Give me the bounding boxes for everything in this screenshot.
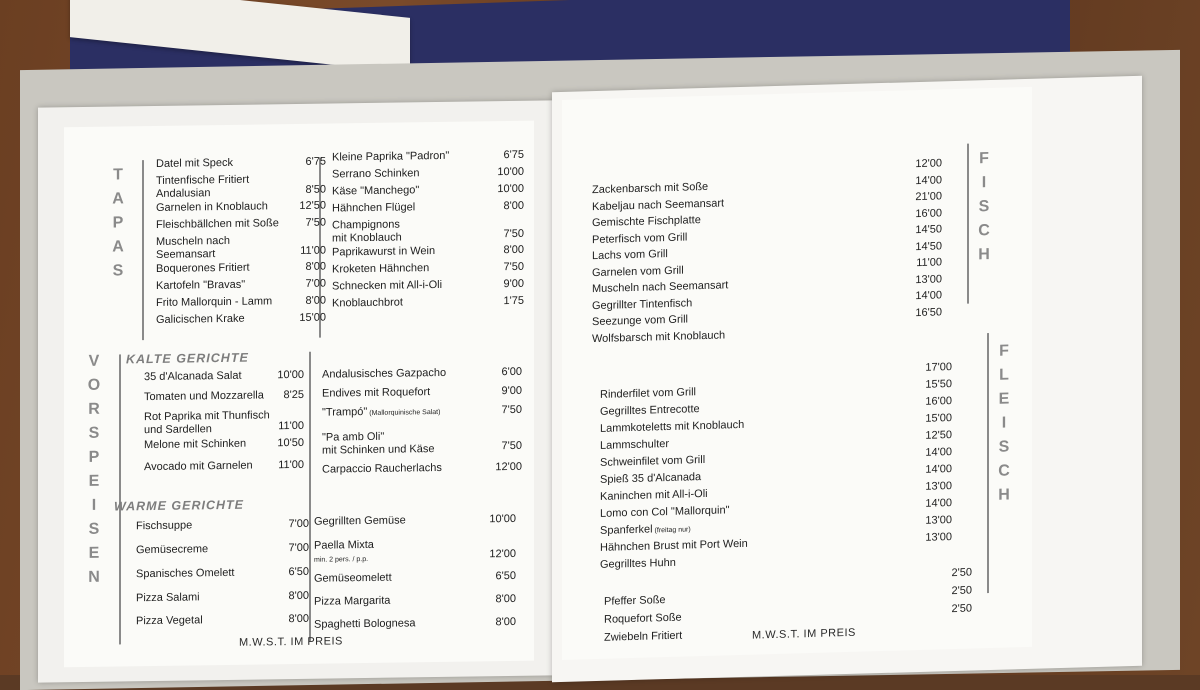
fisch-heading-letter: H (978, 246, 990, 264)
dish-name (600, 386, 696, 402)
dish-name: Fischsuppe (136, 519, 193, 533)
dish-price: 13'00 (925, 480, 952, 493)
menu-item-name (314, 572, 392, 586)
menu-item-name (136, 614, 203, 628)
fleisch-heading-letter: L (999, 366, 1009, 384)
dish-price: 15'00 (299, 311, 326, 324)
dish-price: 13'00 (915, 272, 942, 286)
fleisch-heading-letter: H (998, 486, 1010, 504)
dish-price: 12'00 (489, 547, 516, 561)
vorspeisen-heading-letter: P (88, 448, 100, 466)
dish-name: Paella Mixta (314, 538, 374, 552)
vorspeisen-divider-mid (309, 352, 311, 642)
dish-name: Knoblauchbrot (332, 296, 403, 310)
dish-name: "Pa amb Oli" (322, 430, 385, 444)
menu-item-name (332, 201, 415, 215)
dish-price: 8'00 (288, 589, 309, 603)
menu-item-name (322, 405, 440, 421)
dish-name (600, 471, 701, 487)
dish-name: Gemischte Fischplatte (592, 214, 701, 230)
dish-name: Muscheln nach Seemansart (592, 279, 729, 296)
menu-item-name (144, 460, 253, 475)
dish-price: 9'00 (501, 384, 522, 398)
menu-item-name (332, 279, 442, 294)
dish-name: Pizza Salami (136, 591, 200, 605)
dish-price: 14'00 (915, 289, 942, 303)
dish-name (600, 504, 729, 521)
dish-price: 12'00 (495, 460, 522, 474)
menu-item-name (144, 389, 264, 404)
dish-name: Muscheln nach (156, 234, 230, 248)
menu-item-name (322, 367, 446, 382)
dish-name: Boquerones Fritiert (156, 261, 250, 275)
dish-name: Kroketen Hähnchen (332, 262, 430, 276)
menu-item-name (332, 150, 449, 165)
dish-price: 12'50 (925, 429, 952, 442)
menu-item-name (156, 295, 272, 310)
dish-name-text: Lammkoteletts mit Knoblauch (600, 418, 745, 435)
dish-price: 7'50 (501, 439, 522, 453)
fisch-heading-letter: F (979, 150, 989, 168)
dish-price: 11'00 (916, 256, 942, 270)
dish-name: Spanisches Omelett (136, 566, 235, 581)
dish-name (600, 403, 700, 419)
dish-price: 8'25 (283, 388, 304, 402)
dish-price: 8'00 (305, 294, 326, 307)
dish-price: 10'00 (277, 368, 304, 382)
dish-name-text: Rinderfilet vom Grill (600, 386, 696, 401)
dish-name: Fleischbällchen mit Soße (156, 217, 279, 231)
menu-item-name (156, 157, 233, 171)
menu-item-name (156, 174, 249, 201)
dish-name (600, 488, 708, 504)
dish-name-text: Lammschulter (600, 437, 670, 452)
dish-price: 12'50 (299, 199, 326, 212)
dish-name: Frito Mallorquin - Lamm (156, 295, 273, 309)
dish-price: 15'00 (925, 412, 952, 425)
dish-price: 15'50 (925, 378, 952, 391)
dish-name: Pizza Margarita (314, 594, 391, 608)
sauce-price: 2'50 (951, 566, 972, 580)
dish-price: 7'00 (288, 517, 309, 531)
tapas-divider-left (142, 160, 144, 340)
menu-item-name (322, 386, 430, 401)
dish-name: Käse "Manchego" (332, 184, 420, 198)
vorspeisen-heading-letter: S (88, 424, 100, 442)
sauce-name: Roquefort Soße (604, 611, 682, 626)
dish-price: 7'50 (503, 260, 524, 274)
kalte-gerichte-heading: KALTE GERICHTE (126, 350, 249, 367)
dish-price: 13'00 (925, 514, 952, 527)
menu-item-name (136, 567, 234, 581)
dish-name: Gegrillten Gemüse (314, 514, 406, 528)
vorspeisen-heading-letter: N (88, 568, 100, 586)
dish-price: 10'50 (277, 436, 304, 450)
dish-name: Zackenbarsch mit Soße (592, 180, 709, 197)
dish-name-text: Spanferkel (600, 523, 653, 537)
dish-name-text: Hähnchen Brust mit Port Wein (600, 537, 748, 554)
dish-price: 6'50 (495, 569, 516, 583)
dish-name: Wolfsbarsch mit Knoblauch (592, 328, 726, 345)
fleisch-divider (987, 333, 989, 593)
dish-price: 14'00 (925, 497, 952, 510)
dish-name: Datel mit Speck (156, 156, 234, 170)
menu-item-name (156, 313, 245, 327)
dish-price: 16'00 (925, 395, 952, 408)
sauce-name: Pfeffer Soße (604, 594, 666, 608)
dish-name-line2: und Sardellen (144, 423, 212, 437)
sauce-price: 2'50 (951, 602, 972, 616)
dish-name: Gegrillter Tintenfisch (592, 296, 693, 312)
fleisch-heading-letter: F (999, 342, 1009, 360)
dish-price: 14'50 (915, 223, 942, 237)
menu-item-name (322, 430, 435, 458)
fleisch-heading-letter: C (998, 462, 1010, 480)
dish-name-text: Gegrilltes Entrecotte (600, 403, 700, 418)
menu-item-name (156, 235, 230, 262)
dish-name (600, 419, 744, 436)
tapas-heading-letter: A (112, 190, 124, 208)
dish-price: 11'00 (300, 244, 326, 257)
menu-item-name (332, 219, 402, 246)
left-footer-vat-note: M.W.S.T. IM PREIS (239, 635, 343, 649)
dish-price: 6'50 (288, 565, 309, 579)
menu-item-name (332, 262, 429, 276)
dish-name (600, 438, 669, 453)
dish-name: Avocado mit Garnelen (144, 459, 253, 474)
dish-price: 1'75 (503, 294, 524, 308)
dish-price: 8'00 (503, 199, 524, 213)
dish-price: 7'50 (501, 403, 522, 417)
dish-name: Rot Paprika mit Thunfisch (144, 409, 270, 424)
dish-price: 16'50 (915, 305, 942, 319)
menu-item-name (156, 279, 245, 293)
dish-name: Paprikawurst in Wein (332, 245, 436, 259)
dish-name-line2: mit Schinken und Käse (322, 443, 435, 457)
dish-price: 21'00 (915, 190, 942, 204)
fleisch-heading-letter: I (1001, 414, 1007, 432)
dish-name: Hähnchen Flügel (332, 201, 416, 215)
fisch-heading-letter: S (978, 198, 990, 216)
menu-item-name (332, 296, 403, 310)
vorspeisen-heading-letter: E (88, 544, 100, 562)
dish-name (600, 454, 705, 470)
dish-price: 14'00 (915, 173, 942, 187)
dish-price: 13'00 (925, 531, 952, 544)
dish-note: (Mallorquinische Salat) (367, 408, 441, 417)
dish-name: Champignons (332, 218, 400, 232)
menu-item-name (136, 543, 208, 557)
dish-name: "Trampó" (322, 405, 368, 419)
dish-price: 8'00 (305, 260, 326, 273)
dish-name: Spaghetti Bolognesa (314, 617, 416, 631)
menu-item-name (136, 591, 200, 605)
sauce-name: Zwiebeln Fritiert (604, 629, 683, 644)
right-footer-vat-note: M.W.S.T. IM PREIS (752, 626, 856, 642)
dish-name: Carpaccio Raucherlachs (322, 461, 442, 476)
dish-price: 16'00 (915, 206, 942, 220)
dish-note: min. 2 pers. / p.p. (314, 555, 369, 564)
menu-item-name (144, 409, 270, 437)
sauce-price: 2'50 (951, 584, 972, 598)
dish-name-line2: Andalusian (156, 187, 211, 200)
dish-name: Gemüseomelett (314, 571, 392, 585)
dish-price: 7'50 (503, 227, 524, 241)
dish-name: Serrano Schinken (332, 167, 420, 181)
dish-price: 7'50 (305, 216, 326, 229)
dish-price: 14'00 (925, 446, 952, 459)
dish-name-text: Gegrilltes Huhn (600, 556, 676, 571)
dish-price: 8'00 (288, 612, 309, 626)
dish-name: Kartofeln "Bravas" (156, 278, 246, 292)
menu-item-name (156, 200, 268, 215)
fisch-heading-letter: C (978, 222, 990, 240)
dish-price: 7'00 (288, 541, 309, 555)
fisch-heading-letter: I (981, 174, 987, 192)
menu-item-name (136, 519, 192, 533)
dish-name: Andalusisches Gazpacho (322, 366, 447, 381)
dish-price: 14'50 (915, 239, 942, 253)
fisch-divider (967, 144, 969, 304)
dish-price: 7'00 (305, 277, 326, 290)
dish-name (600, 522, 691, 539)
fleisch-heading-letter: S (998, 438, 1010, 456)
tapas-heading-letter: P (112, 214, 124, 232)
menu-item-name (332, 245, 435, 259)
menu-item-name (156, 217, 279, 232)
menu-item-name (332, 184, 419, 198)
dish-price: 8'00 (495, 592, 516, 606)
dish-price: 10'00 (497, 182, 524, 196)
dish-name: Endives mit Roquefort (322, 386, 431, 400)
dish-name: Melone mit Schinken (144, 437, 247, 452)
vorspeisen-heading-letter: I (91, 496, 97, 514)
dish-note: (freitag nur) (652, 526, 691, 535)
dish-price: 8'00 (503, 243, 524, 257)
dish-name: 35 d'Alcanada Salat (144, 369, 242, 384)
dish-name-line2: Seemansart (156, 248, 216, 261)
menu-item-name (314, 595, 390, 609)
dish-name-text: Spieß 35 d'Alcanada (600, 471, 702, 486)
dish-name (600, 557, 676, 572)
dish-name: Kabeljau nach Seemansart (592, 196, 725, 213)
menu-right-page (552, 76, 1142, 682)
dish-name: Gemüsecreme (136, 543, 209, 557)
dish-price: 11'00 (278, 419, 304, 433)
tapas-heading-letter: S (112, 262, 124, 280)
dish-price: 6'00 (501, 365, 522, 379)
dish-price: 8'00 (495, 615, 516, 629)
dish-name: Seezunge vom Grill (592, 313, 688, 329)
dish-name-text: Kaninchen mit All-i-Oli (600, 487, 708, 503)
menu-item-name (314, 514, 406, 528)
dish-name (600, 538, 748, 555)
dish-name-line2: mit Knoblauch (332, 231, 402, 245)
menu-left-sheet (64, 121, 534, 668)
menu-right-sheet (562, 87, 1032, 660)
dish-name: Tomaten und Mozzarella (144, 389, 264, 404)
dish-price: 10'00 (497, 165, 524, 179)
dish-name-text: Lomo con Col "Mallorquin" (600, 504, 730, 520)
dish-name: Peterfisch vom Grill (592, 230, 688, 246)
vorspeisen-heading-letter: S (88, 520, 100, 538)
tapas-heading-letter: T (113, 166, 123, 184)
vorspeisen-heading-letter: E (88, 472, 100, 490)
menu-item-name (144, 370, 242, 384)
dish-price: 11'00 (278, 458, 304, 472)
dish-name: Schnecken mit All-i-Oli (332, 278, 443, 293)
dish-name: Garnelen in Knoblauch (156, 200, 268, 214)
vorspeisen-heading-letter: V (88, 352, 100, 370)
menu-item-name (322, 462, 442, 477)
dish-name: Kleine Paprika "Padron" (332, 149, 450, 164)
fleisch-heading-letter: E (998, 390, 1010, 408)
dish-price: 6'75 (305, 155, 326, 168)
dish-price: 17'00 (925, 361, 952, 374)
dish-price: 12'00 (915, 157, 942, 171)
dish-price: 14'00 (925, 463, 952, 476)
dish-price: 10'00 (489, 512, 516, 526)
dish-name: Galicischen Krake (156, 312, 245, 326)
dish-price: 8'50 (305, 183, 326, 196)
tapas-heading-letter: A (112, 238, 124, 256)
dish-name-text: Schweinfilet vom Grill (600, 453, 706, 469)
menu-item-name (314, 617, 416, 631)
dish-name: Garnelen vom Grill (592, 264, 684, 279)
dish-name: Pizza Vegetal (136, 614, 203, 628)
dish-price: 9'00 (503, 277, 524, 291)
vorspeisen-heading-letter: R (88, 400, 100, 418)
menu-item-name (332, 167, 419, 181)
vorspeisen-heading-letter: O (87, 376, 101, 394)
menu-left-page (38, 100, 553, 682)
dish-price: 6'75 (503, 148, 524, 162)
warme-gerichte-heading: WARME GERICHTE (114, 497, 244, 514)
menu-item-name (156, 262, 250, 276)
dish-name: Lachs vom Grill (592, 248, 668, 263)
menu-item-name (144, 438, 246, 452)
menu-item-name (314, 539, 374, 567)
dish-name: Tintenfische Fritiert (156, 173, 250, 187)
